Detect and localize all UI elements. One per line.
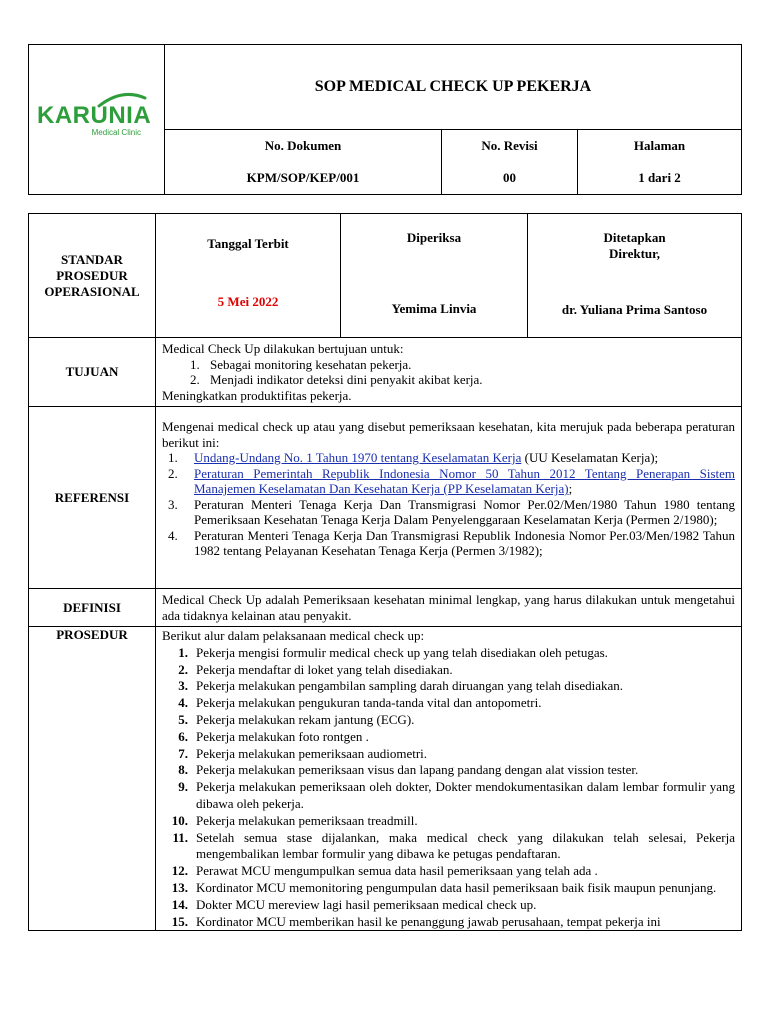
document-title: SOP MEDICAL CHECK UP PEKERJA	[165, 45, 742, 130]
referensi-item: 1. Undang-Undang No. 1 Tahun 1970 tentang Keselamatan Kerja (UU Keselamatan Kerja);	[168, 450, 659, 465]
prosedur-step: 5. Pekerja melakukan rekam jantung (ECG).	[178, 711, 415, 727]
prosedur-step: 3. Pekerja melakukan pengambilan sampling darah diruangan yang telah disediakan.	[178, 678, 624, 694]
referensi-intro: Mengenai medical check up atau yang disebut pemeriksaan kesehatan, kita merujuk pada beberapa peraturan berikut ini:	[162, 419, 735, 450]
tujuan-item: 1. Sebagai monitoring kesehatan pekerja.	[190, 356, 412, 372]
approved-title: Direktur,	[609, 246, 660, 261]
definisi-text: Medical Check Up adalah Pemeriksaan kesehatan minimal lengkap, yang harus dilakukan untuk mengetahui ada tidaknya kelainan atau penyakit.	[156, 589, 742, 627]
prosedur-content	[156, 627, 742, 931]
revision-cell	[442, 130, 578, 195]
definisi-label: DEFINISI	[29, 589, 156, 627]
issued-label: Tanggal Terbit	[207, 236, 289, 251]
karunia-logo	[37, 102, 152, 137]
doc-number-label: No. Dokumen	[264, 138, 342, 153]
approved-cell	[528, 214, 742, 338]
tujuan-item: 2. Menjadi indikator deteksi dini penyakit akibat kerja.	[190, 372, 483, 387]
prosedur-step: 2. Pekerja mendaftar di loket yang telah disediakan.	[178, 661, 453, 677]
prosedur-step: 4. Pekerja melakukan pengukuran tanda-tanda vital dan antopometri.	[178, 695, 542, 711]
prosedur-step: 13. Kordinator MCU memonitoring pengumpulan data hasil pemeriksaan baik fisik maupun penunjang.	[171, 879, 717, 895]
referensi-item: 2. Peraturan Pemerintah Republik Indonesia Nomor 50 Tahun 2012 Tentang Penerapan Sistem Manajemen Keselamatan Dan Kesehatan Kerja (PP Keselamatan Kerja);	[168, 465, 735, 496]
tujuan-outro: Meningkatkan produktifitas pekerja.	[162, 387, 352, 403]
checked-cell	[341, 214, 528, 338]
prosedur-step: 7. Pekerja melakukan pemeriksaan audiometri.	[178, 745, 428, 761]
referensi-link-1[interactable]: Undang-Undang No. 1 Tahun 1970 tentang Keselamatan Kerja	[194, 450, 522, 465]
revision-value: 00	[503, 170, 516, 185]
prosedur-step: 8. Pekerja melakukan pemeriksaan visus dan lapang pandang dengan alat vission tester.	[178, 762, 639, 778]
prosedur-label: PROSEDUR	[29, 627, 156, 931]
revision-label: No. Revisi	[481, 138, 538, 153]
checked-label: Diperiksa	[406, 230, 462, 245]
tujuan-content	[156, 338, 742, 407]
logo-cell	[29, 45, 165, 195]
logo-swoosh-icon	[97, 92, 147, 108]
page-cell	[578, 130, 742, 195]
checked-name: Yemima Linvia	[391, 301, 477, 316]
page-value: 1 dari 2	[638, 170, 681, 185]
sop-label: STANDAR PROSEDUR OPERASIONAL	[29, 214, 156, 338]
referensi-label: REFERENSI	[29, 407, 156, 589]
logo-word: KARUNIA	[37, 102, 152, 129]
prosedur-step: 9. Pekerja melakukan pemeriksaan oleh dokter, Dokter mendokumentasikan dalam lembar formulir yang dibawa oleh pekerja.	[178, 779, 735, 811]
referensi-item: 4. Peraturan Menteri Tenaga Kerja Dan Transmigrasi Republik Indonesia Nomor Per.03/Men/1982 Tahun 1982 tentang Pelayanan Kesehatan Tenaga Kerja (Permen 3/1982);	[168, 527, 735, 558]
prosedur-step: 15. Kordinator MCU memberikan hasil ke penanggung jawab perusahaan, tempat pekerja ini	[171, 913, 661, 929]
prosedur-step: 14. Dokter MCU mereview lagi hasil pemeriksaan medical check up.	[171, 896, 537, 912]
sop-table	[28, 213, 742, 931]
header-table	[28, 44, 742, 195]
approved-label: Ditetapkan	[603, 230, 666, 245]
prosedur-step: 11. Setelah semua stase dijalankan, maka medical check yang dilakukan telah selesai, Pekerja mengembalikan lembar formulir yang dibawa ke petugas pendaftaran.	[172, 829, 735, 862]
tujuan-label: TUJUAN	[29, 338, 156, 407]
tujuan-intro: Medical Check Up dilakukan bertujuan untuk:	[162, 341, 404, 356]
doc-number-cell	[165, 130, 442, 195]
prosedur-intro: Berikut alur dalam pelaksanaan medical check up:	[162, 628, 425, 643]
issued-cell	[156, 214, 341, 338]
prosedur-step: 10. Pekerja melakukan pemeriksaan treadmill.	[171, 812, 418, 828]
approved-name: dr. Yuliana Prima Santoso	[561, 302, 708, 317]
prosedur-step: 1. Pekerja mengisi formulir medical check up yang telah disediakan oleh petugas.	[178, 644, 608, 660]
prosedur-step: 6. Pekerja melakukan foto rontgen .	[178, 728, 369, 744]
referensi-item: 3. Peraturan Menteri Tenaga Kerja Dan Transmigrasi Nomor Per.02/Men/1980 Tahun 1980 tentang Pemeriksaan Kesehatan Tenaga Kerja Dalam Penyelenggaraan Keselamatan Kerja (Permen 2/1980);	[168, 496, 735, 527]
issued-date: 5 Mei 2022	[217, 294, 279, 309]
logo-subtitle: Medical Clinic	[91, 128, 141, 137]
doc-number-value: KPM/SOP/KEP/001	[246, 170, 360, 185]
prosedur-step: 12. Perawat MCU mengumpulkan semua data hasil pemeriksaan yang telah ada .	[171, 863, 598, 879]
page-label: Halaman	[633, 138, 686, 153]
referensi-content	[156, 407, 742, 589]
referensi-link-2[interactable]: Peraturan Pemerintah Republik Indonesia Nomor 50 Tahun 2012 Tentang Penerapan Sistem Manajemen Keselamatan Dan Kesehatan Kerja (PP Keselamatan Kerja)	[194, 465, 735, 496]
prosedur-steps	[162, 645, 735, 931]
